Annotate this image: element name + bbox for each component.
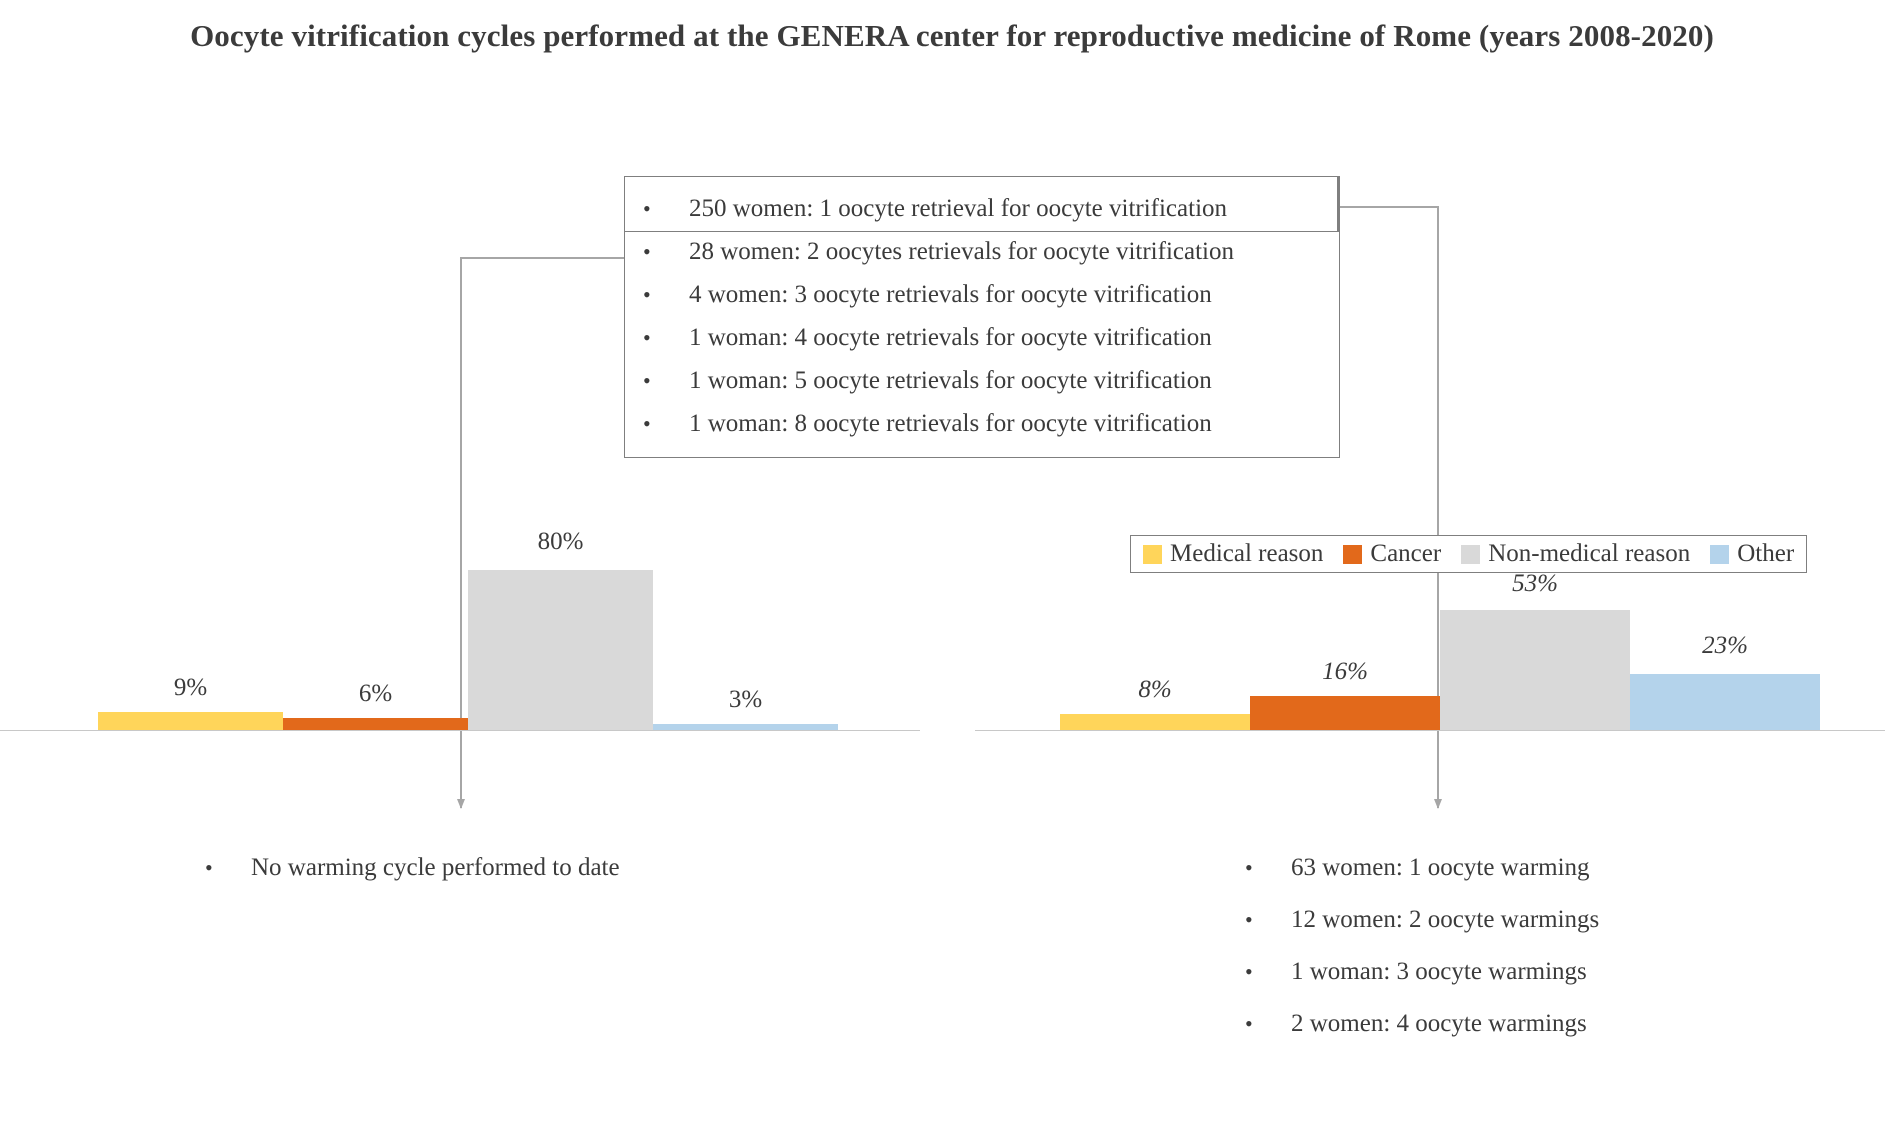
page-title: Oocyte vitrification cycles performed at the GENERA center for reproductive medicine of Rome (years 2008-2020) [190, 18, 1714, 53]
list-item [1245, 842, 1805, 894]
note-no-warming-cycle [205, 842, 825, 894]
bullet-icon: • [1245, 959, 1253, 984]
list-item-label: 4 women: 3 oocyte retrievals for oocyte vitrification [689, 281, 1212, 308]
list-item-label: 28 women: 2 oocytes retrievals for oocyte vitrification [689, 238, 1234, 265]
bar-other [653, 724, 838, 730]
bar-value-label-non-medical-reason: 80% [537, 528, 584, 555]
legend-label: Cancer [1370, 540, 1442, 567]
legend-label: Non-medical reason [1488, 540, 1691, 567]
bar-non-medical-reason [1440, 610, 1630, 730]
note-list [1245, 842, 1805, 1050]
list-item-label: 250 women: 1 oocyte retrieval for oocyte vitrification [689, 195, 1228, 222]
list-item [1245, 998, 1805, 1050]
bullet-icon: • [643, 282, 651, 307]
bullet-icon: • [643, 239, 651, 264]
bar-value-label-cancer: 6% [358, 680, 393, 707]
list-item-label: 1 woman: 8 oocyte retrievals for oocyte vitrification [689, 410, 1212, 437]
warming-panel [975, 200, 1904, 735]
bullet-icon: • [643, 325, 651, 350]
bar-value-label-medical-reason: 9% [173, 674, 208, 701]
bullet-icon: • [1245, 907, 1253, 932]
list-item [205, 842, 825, 894]
bullet-icon: • [643, 411, 651, 436]
vitrification-panel [0, 200, 920, 735]
list-item-label: 63 women: 1 oocyte warming [1291, 854, 1590, 881]
bar-non-medical-reason [468, 570, 653, 730]
note-list [205, 842, 825, 894]
list-item-label: 1 woman: 5 oocyte retrievals for oocyte vitrification [689, 367, 1212, 394]
bullet-icon: • [1245, 1011, 1253, 1036]
bar-value-label-other: 23% [1702, 632, 1748, 659]
bar-medical-reason [1060, 714, 1250, 730]
list-item-label: 1 woman: 3 oocyte warmings [1291, 958, 1587, 985]
bullet-icon: • [643, 196, 651, 221]
legend-label: Medical reason [1170, 540, 1324, 567]
legend-label: Other [1737, 540, 1795, 567]
bullet-icon: • [643, 368, 651, 393]
note-oocyte-warmings [1245, 842, 1805, 1050]
list-item-label: 2 women: 4 oocyte warmings [1291, 1010, 1587, 1037]
list-item-label: 1 woman: 4 oocyte retrievals for oocyte vitrification [689, 324, 1212, 351]
bar-value-label-non-medical-reason: 53% [1512, 570, 1558, 597]
list-item-label: 12 women: 2 oocyte warmings [1291, 906, 1600, 933]
bar-value-label-cancer: 16% [1322, 658, 1368, 685]
bar-value-label-medical-reason: 8% [1138, 676, 1172, 703]
bar-value-label-other: 3% [728, 686, 763, 713]
bar-cancer [1250, 696, 1440, 730]
list-item-label: No warming cycle performed to date [251, 854, 620, 881]
bar-medical-reason [98, 712, 283, 730]
list-item [1245, 946, 1805, 998]
bar-cancer [283, 718, 468, 730]
list-item [1245, 894, 1805, 946]
bullet-icon: • [1245, 855, 1253, 880]
axis-baseline [0, 730, 920, 731]
bullet-icon: • [205, 855, 213, 880]
bar-other [1630, 674, 1820, 730]
axis-baseline [975, 730, 1885, 731]
